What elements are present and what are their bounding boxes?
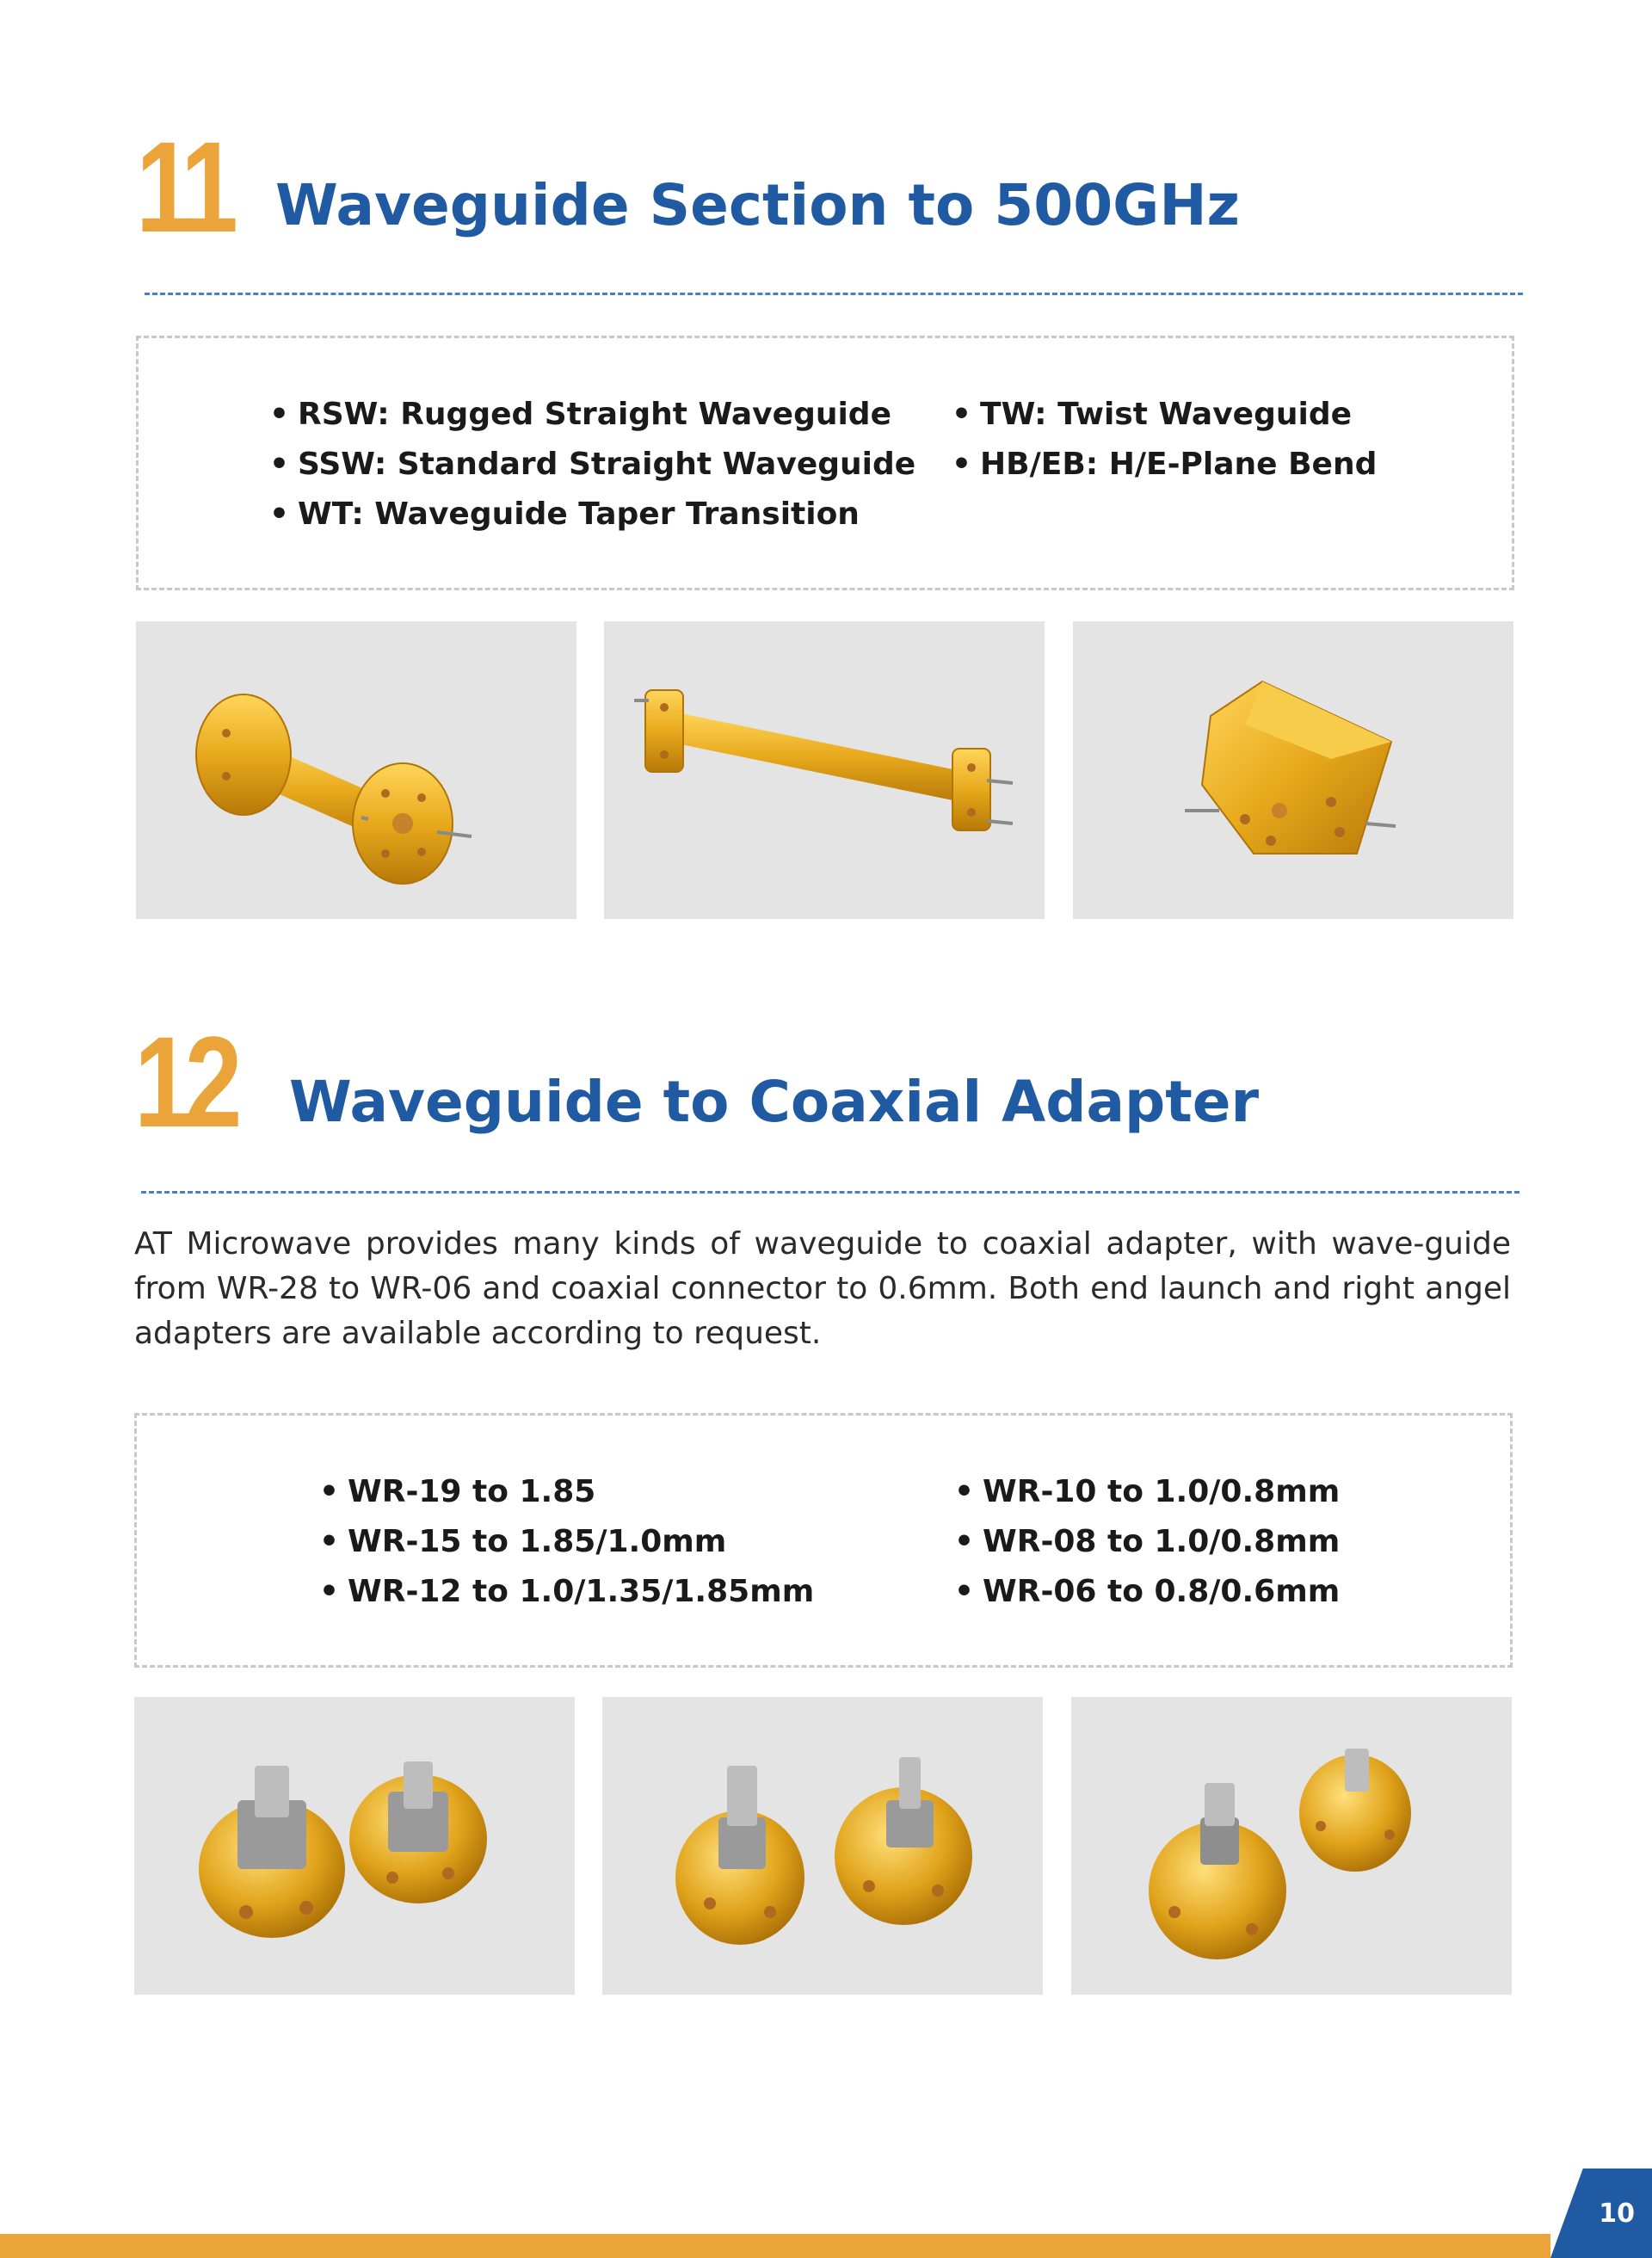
section-title-11: Waveguide Section to 500GHz [275,172,1240,238]
list-item: • TW: Twist Waveguide [952,390,1377,440]
product-image-twist-waveguide [1073,621,1513,919]
list-item: • RSW: Rugged Straight Waveguide [269,390,915,440]
feature-list-left [319,1467,814,1617]
product-image-rugged-waveguide [136,621,576,919]
feature-list-right [954,1467,1340,1617]
section-title-12: Waveguide to Coaxial Adapter [289,1069,1260,1135]
feature-list-left [269,390,915,540]
list-item: • WR-15 to 1.85/1.0mm [319,1517,814,1567]
list-item: • WR-06 to 0.8/0.6mm [954,1567,1340,1617]
feature-box-12 [134,1413,1513,1668]
list-item: • WR-08 to 1.0/0.8mm [954,1517,1340,1567]
list-item: • SSW: Standard Straight Waveguide [269,440,915,490]
section-number-12: 12 [134,1009,236,1154]
footer-bar [0,2234,1550,2258]
feature-list-right [952,390,1377,490]
section-description: AT Microwave provides many kinds of waveguide to coaxial adapter, with wave-guide from WR-28 to WR-06 and coaxial connector to 0.6mm. Both end launch and right angel adapters are available according to request. [134,1226,1511,1351]
feature-box-11 [136,336,1514,590]
product-image-straight-waveguide [604,621,1045,919]
product-image-adapter-1 [134,1697,575,1995]
section-divider [141,1191,1519,1194]
page-number: 10 [1599,2199,1635,2229]
section-divider [145,293,1523,295]
section-number-11: 11 [136,114,231,259]
product-image-adapter-2 [602,1697,1043,1995]
list-item: • WR-10 to 1.0/0.8mm [954,1467,1340,1517]
list-item: • HB/EB: H/E-Plane Bend [952,440,1377,490]
list-item: • WT: Waveguide Taper Transition [269,490,915,540]
product-image-adapter-3 [1071,1697,1512,1995]
list-item: • WR-12 to 1.0/1.35/1.85mm [319,1567,814,1617]
list-item: • WR-19 to 1.85 [319,1467,814,1517]
